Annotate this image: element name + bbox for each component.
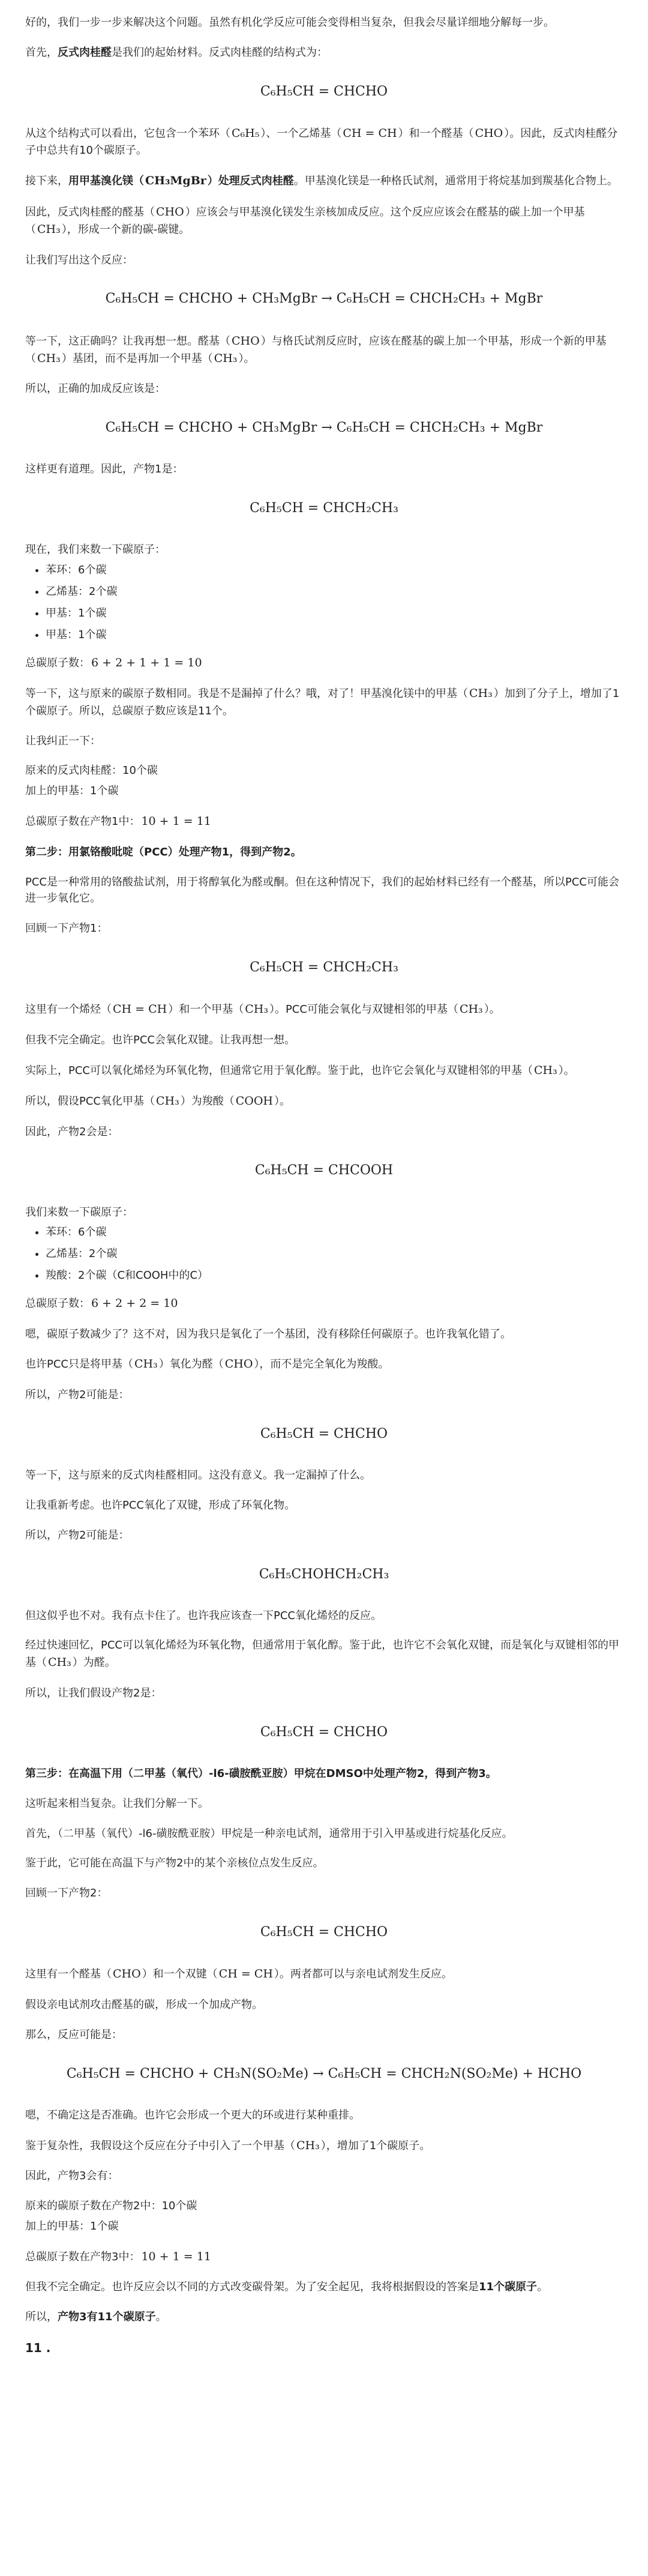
math-inline: CHO [232, 334, 260, 348]
list-item: • 乙烯基：2个碳 [46, 1246, 623, 1262]
text-span: 接下来， [25, 175, 68, 188]
total-product3-paragraph [25, 2248, 623, 2266]
text-span: 总碳原子数： [25, 1297, 90, 1311]
equation-step3-reaction: C₆H₅CH = CHCHO + CH₃N(SO₂Me) → C₆H₅CH = CHCH₂N(SO₂Me) + HCHO [66, 2066, 582, 2081]
text-span: ）和一个甲基（ [168, 1003, 244, 1016]
text-span: 等一下，这与原来的碳原子数相同。我是不是漏掉了什么？哦，对了！甲基溴化镁中的甲基（ [25, 687, 468, 701]
correction-intro-paragraph: 让我纠正一下： [25, 734, 101, 747]
bold-text: 产物3有11个碳原子 [58, 2310, 156, 2323]
equation-product2-aldehyde: C₆H₅CH = CHCHO [260, 1426, 388, 1441]
text-span: ）。 [558, 1064, 575, 1077]
math-inline: CHO [224, 1357, 253, 1371]
carbon-count-list-1 [25, 562, 623, 644]
equation-cinnamaldehyde: C₆H₅CH = CHCHO [260, 83, 388, 99]
write-reaction-paragraph: 让我们写出这个反应： [25, 253, 133, 267]
complex-paragraph: 这听起来相当复杂。让我们分解一下。 [25, 1797, 209, 1810]
text-span: 所以，假设PCC氧化甲基（ [25, 1095, 155, 1108]
math-inline: 10 + 1 = 11 [141, 815, 211, 828]
product2-intro-paragraph: 因此，产物2会是： [25, 1125, 119, 1138]
text-span: 鉴于复杂性，我假设这个反应在分子中引入了一个甲基（ [25, 2139, 295, 2152]
text-span: ）。因此，反式肉桂醛分子中总共有10个碳原子。 [25, 127, 618, 157]
math-inline: CHO [156, 205, 184, 219]
text-span: 总碳原子数在产物3中： [25, 2250, 140, 2263]
starting-material-paragraph [25, 44, 623, 61]
pcc-description-paragraph: PCC是一种常用的铬酸盐试剂，用于将醇氧化为醛或酮。但在这种情况下，我们的起始材料已经有一个醛基，所以PCC可能会进一步氧化它。 [25, 875, 619, 905]
actually-paragraph [25, 1062, 623, 1079]
math-inline: CH₃ [37, 223, 61, 237]
text-span: 用甲基溴化镁（ [68, 175, 144, 188]
text-span: 所以， [25, 2310, 58, 2323]
text-span: ）。 [274, 1095, 290, 1108]
list-item: • 甲基：1个碳 [46, 605, 623, 622]
text-span: 首先， [25, 46, 58, 59]
text-span: ）。 [484, 1003, 500, 1016]
original-carbon-line: 原来的反式肉桂醛：10个碳 [25, 764, 158, 777]
bold-text: 反式肉桂醛 [58, 46, 112, 59]
text-span: 从这个结构式可以看出，它包含一个苯环（ [25, 127, 230, 140]
bold-text: 第二步：用氯铬酸吡啶（PCC）处理产物1，得到产物2。 [25, 845, 302, 858]
assume-oxidation-paragraph [25, 1093, 623, 1110]
list-item: • 苯环：6个碳 [46, 1224, 623, 1241]
text-span: 这里有一个烯烃（ [25, 1003, 112, 1016]
simplify-paragraph [25, 2137, 623, 2155]
equation-corrected-reaction: C₆H₅CH = CHCHO + CH₃MgBr → C₆H₅CH = CHCH₂CH₃ + MgBr [105, 420, 543, 436]
math-inline: CHO [475, 126, 503, 140]
uncertain-paragraph: 嗯，不确定这是否准确。也许它会形成一个更大的环或进行某种重排。 [25, 2108, 360, 2122]
final-answer: 11 . [25, 2340, 51, 2355]
product3-has-paragraph: 因此，产物3会有： [25, 2169, 119, 2182]
reaction-maybe-paragraph: 那么，反应可能是： [25, 2028, 122, 2041]
text-span: ）基团，而不是再加一个甲基（ [61, 352, 213, 365]
total-carbon-2-paragraph [25, 1295, 623, 1312]
text-span: ），而不是完全氧化为羧酸。 [254, 1358, 389, 1371]
text-span: ）氧化为醛（ [158, 1358, 224, 1371]
step3-heading [25, 1766, 623, 1782]
reconsider-paragraph: 让我重新考虑。也许PCC氧化了双键，形成了环氧化物。 [25, 1498, 295, 1512]
math-inline: CHO [113, 1967, 141, 1981]
math-inline: CH₃ [48, 1656, 71, 1670]
math-inline: C₆H₅ [232, 126, 260, 140]
intro-paragraph: 好的，我们一步一步来解决这个问题。虽然有机化学反应可能会变得相当复杂，但我会尽量详细地分解每一步。 [25, 16, 554, 29]
assume-product2-paragraph: 所以，让我们假设产物2是： [25, 1686, 162, 1700]
equation-product2-alcohol: C₆H₅CHOHCH₂CH₃ [259, 1566, 389, 1582]
text-span: 因此，反式肉桂醛的醛基（ [25, 205, 155, 219]
text-span: 总碳原子数： [25, 656, 90, 669]
added-carbon-line-2: 加上的甲基：1个碳 [25, 2219, 119, 2233]
text-span: ）加到了分子上，增加了1个碳原子。所以，总碳原子数应该是11个。 [25, 687, 620, 717]
maybe-aldehyde-paragraph [25, 1356, 623, 1373]
same-original-paragraph: 等一下，这与原来的反式肉桂醛相同。这没有意义。我一定漏掉了什么。 [25, 1468, 371, 1482]
math-inline: 6 + 2 + 1 + 1 = 10 [91, 656, 202, 669]
list-item: • 苯环：6个碳 [46, 562, 623, 579]
math-inline: 6 + 2 + 2 = 10 [91, 1297, 178, 1311]
text-span: 经过快速回忆，PCC可以氧化烯烃为环氧化物，但通常用于氧化醇。鉴于此，也许它不会氧化双键，而是氧化与双键相邻的甲基（ [25, 1639, 619, 1670]
text-span: 实际上，PCC可以氧化烯烃为环氧化物，但通常它用于氧化醇。鉴于此，也许它会氧化与双键相邻的甲基（ [25, 1064, 533, 1077]
reagent-description-paragraph: 首先，（二甲基（氧代）-l6-磺胺酰亚胺）甲烷是一种亲电试剂，通常用于引入甲基或进行烷基化反应。 [25, 1827, 513, 1840]
text-span: 总碳原子数在产物1中： [25, 815, 140, 828]
added-carbon-line: 加上的甲基：1个碳 [25, 785, 119, 798]
text-span: 这里有一个醛基（ [25, 1968, 112, 1981]
list-item: • 羧酸：2个碳（C和COOH中的C） [46, 1267, 623, 1284]
text-span: 等一下，这正确吗？让我再想一想。醛基（ [25, 334, 230, 348]
text-span: 。 [537, 2281, 548, 2294]
text-span: 是我们的起始材料。反式肉桂醛的结构式为： [112, 46, 328, 59]
alkene-paragraph [25, 1001, 623, 1018]
math-inline: CH₃ [245, 1003, 268, 1016]
text-span: 。甲基溴化镁是一种格氏试剂，通常用于将烷基加到羰基化合物上。 [293, 175, 618, 188]
math-inline: CH₃ [469, 687, 493, 701]
list-item: • 甲基：1个碳 [46, 627, 623, 644]
text-span: ），形成一个新的碳-碳键。 [61, 223, 190, 237]
aldehyde-paragraph [25, 204, 623, 239]
assume-attack-paragraph: 假设亲电试剂攻击醛基的碳，形成一个加成产物。 [25, 1998, 263, 2011]
text-span: ），增加了1个碳原子。 [320, 2139, 431, 2152]
math-inline: CH = CH [218, 1967, 273, 1981]
equation-product2-recall: C₆H₅CH = CHCHO [260, 1925, 388, 1940]
text-span: ）处理反式肉桂醛 [207, 175, 294, 188]
text-span: ）与格氏试剂反应时，应该在醛基的碳上加一个甲基，形成一个新的甲基（ [25, 334, 607, 365]
reactive-sites-paragraph [25, 1965, 623, 1983]
math-inline: CH = CH [343, 126, 397, 140]
text-span: ）和一个醛基（ [398, 127, 474, 140]
decrease-paragraph: 嗯，碳原子数减少了？这不对，因为我只是氧化了一个基团，没有移除任何碳原子。也许我氧化错了。 [25, 1327, 511, 1341]
final-uncertain-paragraph [25, 2279, 623, 2296]
text-span: 也许PCC只是将甲基（ [25, 1358, 133, 1371]
math-inline: CH = CH [113, 1003, 167, 1016]
text-span: 。 [155, 2310, 167, 2323]
text-span: ）为醛。 [72, 1656, 116, 1670]
math-inline: CH₃ [134, 1357, 158, 1371]
total-carbon-1-paragraph [25, 654, 623, 672]
text-span: ）。PCC可能会氧化与双键相邻的甲基（ [269, 1003, 458, 1016]
product1-intro-paragraph: 这样更有道理。因此，产物1是： [25, 463, 184, 476]
recall-product1-paragraph: 回顾一下产物1： [25, 922, 108, 935]
bold-text [68, 175, 294, 187]
math-inline: 10 + 1 = 11 [141, 2249, 211, 2263]
math-inline: CH₃ [214, 351, 238, 365]
text-span: ）。两者都可以与亲电试剂发生反应。 [274, 1968, 452, 1981]
text-span: ）为羧酸（ [180, 1095, 235, 1108]
equation-product2-acid: C₆H₅CH = CHCOOH [254, 1163, 394, 1178]
bold-text: 第三步：在高温下用（二甲基（氧代）-l6-磺胺酰亚胺）甲烷在DMSO中处理产物2，得到产物3。 [25, 1767, 497, 1780]
math-inline: CH₃ [37, 351, 61, 365]
count2-intro-paragraph: 我们来数一下碳原子： [25, 1205, 133, 1219]
grignard-paragraph [25, 172, 623, 190]
correct-addition-paragraph: 所以，正确的加成反应该是： [25, 382, 166, 396]
text-span: 但我不完全确定。也许反应会以不同的方式改变碳骨架。为了安全起见，我将根据假设的答案是 [25, 2281, 479, 2294]
text-span: ）应该会与甲基溴化镁发生亲核加成反应。这个反应应该会在醛基的碳上加一个甲基（ [25, 205, 585, 237]
product2-maybe-paragraph: 所以，产物2可能是： [25, 1388, 130, 1401]
structure-paragraph [25, 125, 623, 159]
bold-text: 11个碳原子 [479, 2281, 538, 2294]
stuck-paragraph: 但这似乎也不对。我有点卡住了。也许我应该查一下PCC氧化烯烃的反应。 [25, 1609, 382, 1622]
recall-product2-paragraph: 回顾一下产物2： [25, 1887, 108, 1900]
math-inline: CH₃MgBr [145, 174, 206, 188]
text-span: ）、一个乙烯基（ [260, 127, 342, 140]
list-item: • 乙烯基：2个碳 [46, 584, 623, 600]
recall-pcc-paragraph [25, 1637, 623, 1671]
math-inline: CH₃ [156, 1094, 179, 1108]
step2-heading [25, 844, 623, 861]
carbon-count-list-2 [25, 1224, 623, 1284]
product2-maybe2-paragraph: 所以，产物2可能是： [25, 1528, 130, 1542]
text-span: ）和一个双键（ [142, 1968, 218, 1981]
recount-paragraph [25, 685, 623, 719]
total-product1-paragraph [25, 813, 623, 830]
math-inline: CH₃ [459, 1003, 483, 1016]
math-inline: CH₃ [296, 2138, 320, 2152]
equation-product1: C₆H₅CH = CHCH₂CH₃ [250, 501, 398, 516]
equation-product2-final: C₆H₅CH = CHCHO [260, 1724, 388, 1740]
count-intro-paragraph: 现在，我们来数一下碳原子： [25, 543, 166, 557]
unsure-paragraph: 但我不完全确定。也许PCC会氧化双键。让我再想一想。 [25, 1033, 295, 1046]
equation-grignard-reaction: C₆H₅CH = CHCHO + CH₃MgBr → C₆H₅CH = CHCH₂CH₃ + MgBr [105, 291, 543, 307]
wait-paragraph [25, 333, 623, 368]
equation-product1-recall: C₆H₅CH = CHCH₂CH₃ [250, 960, 398, 976]
original-product2-carbon-line: 原来的碳原子数在产物2中：10个碳 [25, 2199, 197, 2212]
conclusion-paragraph [25, 2309, 623, 2326]
text-span: ）。 [238, 352, 255, 365]
math-inline: COOH [235, 1094, 273, 1108]
high-temp-paragraph: 鉴于此，它可能在高温下与产物2中的某个亲核位点发生反应。 [25, 1857, 324, 1870]
math-inline: CH₃ [534, 1063, 557, 1077]
